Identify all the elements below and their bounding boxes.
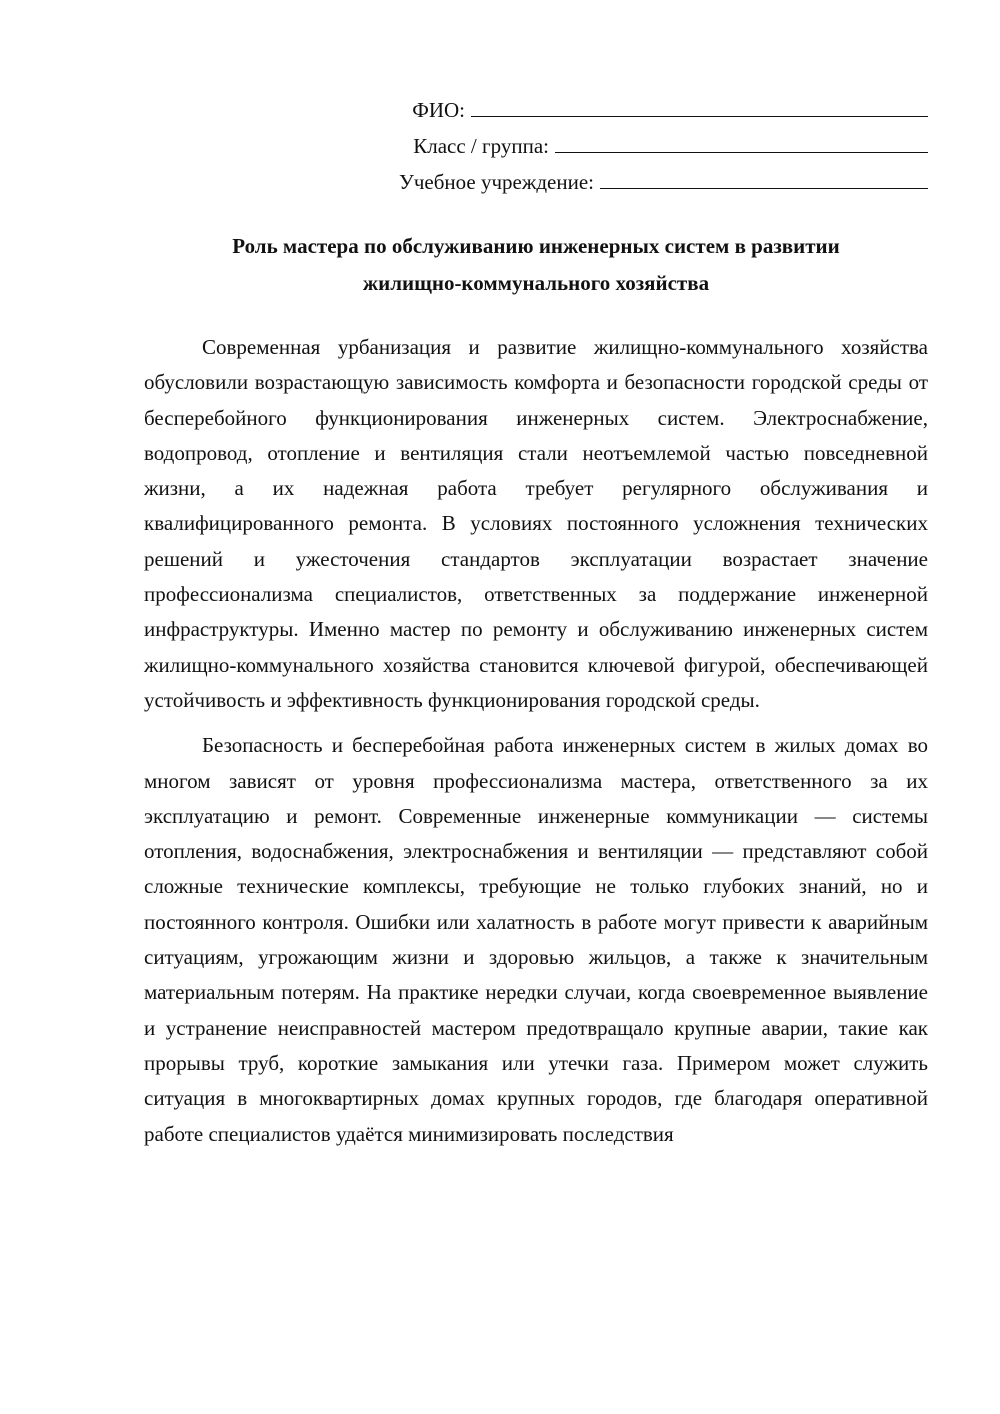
title-line-2: жилищно-коммунального хозяйства [362, 271, 710, 295]
title-line-1: Роль мастера по обслуживанию инженерных систем в развитии [232, 234, 840, 258]
paragraph-1: Современная урбанизация и развитие жилищно-коммунального хозяйства обусловили возрастающую зависимость комфорта и безопасности городской среды от бесперебойного функционирования инженерных систем. Электроснабжение, водопровод, отопление и вентиляция стали неотъемлемой частью повседневной жизни, а их надежная работа требует регулярного обслуживания и квалифицированного ремонта. В условиях постоянного усложнения технических решений и ужесточения стандартов эксплуатации возрастает значение профессионализма специалистов, ответственных за поддержание инженерной инфраструктуры. Именно мастер по ремонту и обслуживанию инженерных систем жилищно-коммунального хозяйства становится ключевой фигурой, обеспечивающей устойчивость и эффективность функционирования городской среды. [144, 335, 928, 712]
class-field-row [368, 128, 928, 164]
institution-label: Учебное учреждение: [398, 170, 594, 194]
class-group-blank-line [555, 130, 928, 153]
paragraph-2: Безопасность и бесперебойная работа инженерных систем в жилых домах во многом зависят от уровня профессионализма мастера, ответственного за их эксплуатацию и ремонт. Современные инженерные коммуникации — системы отопления, водоснабжения, электроснабжения и вентиляции — представляют собой сложные технические комплексы, требующие не только глубоких знаний, но и постоянного контроля. Ошибки или халатность в работе могут привести к аварийным ситуациям, угрожающим жизни и здоровью жильцов, а также к значительным материальным потерям. На практике нередки случаи, когда своевременное выявление и устранение неисправностей мастером предотвращало крупные аварии, такие как прорывы труб, короткие замыкания или утечки газа. Примером может служить ситуация в многоквартирных домах крупных городов, где благодаря оперативной работе специалистов удаётся минимизировать последствия [144, 733, 928, 1146]
document-body [144, 330, 928, 1152]
student-info-fields [368, 92, 928, 200]
fio-field-row [368, 92, 928, 128]
class-group-label: Класс / группа: [413, 134, 549, 158]
document-title [144, 228, 928, 302]
fio-label: ФИО: [412, 98, 465, 122]
institution-blank-line [600, 166, 928, 189]
fio-blank-line [471, 94, 928, 117]
institution-field-row [368, 164, 928, 200]
